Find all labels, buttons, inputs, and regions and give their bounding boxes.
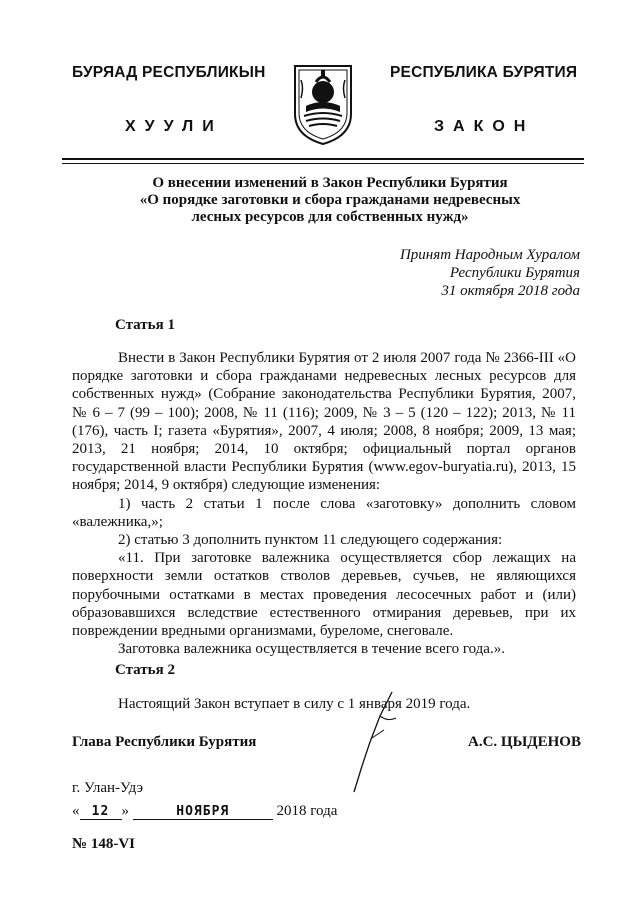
signature-name: А.С. ЦЫДЕНОВ xyxy=(468,734,581,750)
coat-of-arms-icon xyxy=(292,62,354,146)
article-1-intro: Внести в Закон Республики Бурятия от 2 июля 2007 года № 2366-III «О порядке заготовки и сбора гражданами недревесных лесных ресурсов для собственных нужд» (Собрание законодательства Республики Бурятия, 2007, № 6 – 7 (99 – 100); 2008, № 11 (116); 2009, № 3 – 5 (120 – 122); 2013, № 11 (176), часть I; газета «Бурятия», 2007, 4 июля; 2008, 8 ноября; 2009, 13 мая; 2013, 21 ноября; 2014, 10 октября; официальный портал органов государственной власти Республики Бурятия (www.egov-buryatia.ru), 2013, 15 ноября; 2014, 9 октября) следующие изменения: xyxy=(72,350,576,494)
date-open-quote: « xyxy=(72,803,80,819)
signing-date xyxy=(72,803,337,820)
header-right-doc: ЗАКОН xyxy=(434,118,535,135)
header-left-doc: ХУУЛИ xyxy=(125,118,223,135)
date-month: НОЯБРЯ xyxy=(133,804,273,820)
article-1-item-1: 1) часть 2 статьи 1 после слова «заготовку» дополнить словом «валежника,»; xyxy=(72,495,576,530)
date-close-quote: » xyxy=(121,803,129,819)
header-right-name: РЕСПУБЛИКА БУРЯТИЯ xyxy=(390,64,578,81)
adoption-note: Принят Народным Хуралом Республики Бурятия 31 октября 2018 года xyxy=(399,247,580,299)
article-1-body xyxy=(72,349,576,658)
law-number: № 148-VI xyxy=(72,836,135,852)
article-2-heading: Статья 2 xyxy=(115,662,175,678)
article-1-item-2: 2) статью 3 дополнить пунктом 11 следующего содержания: xyxy=(118,532,503,549)
header-rule-thin xyxy=(62,163,584,164)
signature-position: Глава Республики Бурятия xyxy=(72,734,257,750)
article-2-text: Настоящий Закон вступает в силу с 1 января 2019 года. xyxy=(118,696,471,712)
law-title: О внесении изменений в Закон Республики Бурятия «О порядке заготовки и сбора гражданами недревесных лесных ресурсов для собственных нужд» xyxy=(139,175,521,225)
article-1-quote-end: Заготовка валежника осуществляется в течение всего года.». xyxy=(118,641,505,658)
header-rule-thick xyxy=(62,158,584,160)
date-year: 2018 года xyxy=(276,803,338,819)
city: г. Улан-Удэ xyxy=(72,780,144,796)
handwritten-signature xyxy=(340,688,410,798)
date-day: 12 xyxy=(80,804,122,820)
article-1-heading: Статья 1 xyxy=(115,317,175,333)
article-1-quote: «11. При заготовке валежника осуществляется сбор лежащих на поверхности земли остатков стволов деревьев, сучьев, не являющихся порубочными остатками в местах проведения лесосечных работ и (или) образовавшихся вследствие естественного отмирания деревьев, при их повреждении вредными организмами, буреломе, снеговале. xyxy=(72,550,576,640)
header-left-name: БУРЯАД РЕСПУБЛИКЫН xyxy=(72,64,266,81)
